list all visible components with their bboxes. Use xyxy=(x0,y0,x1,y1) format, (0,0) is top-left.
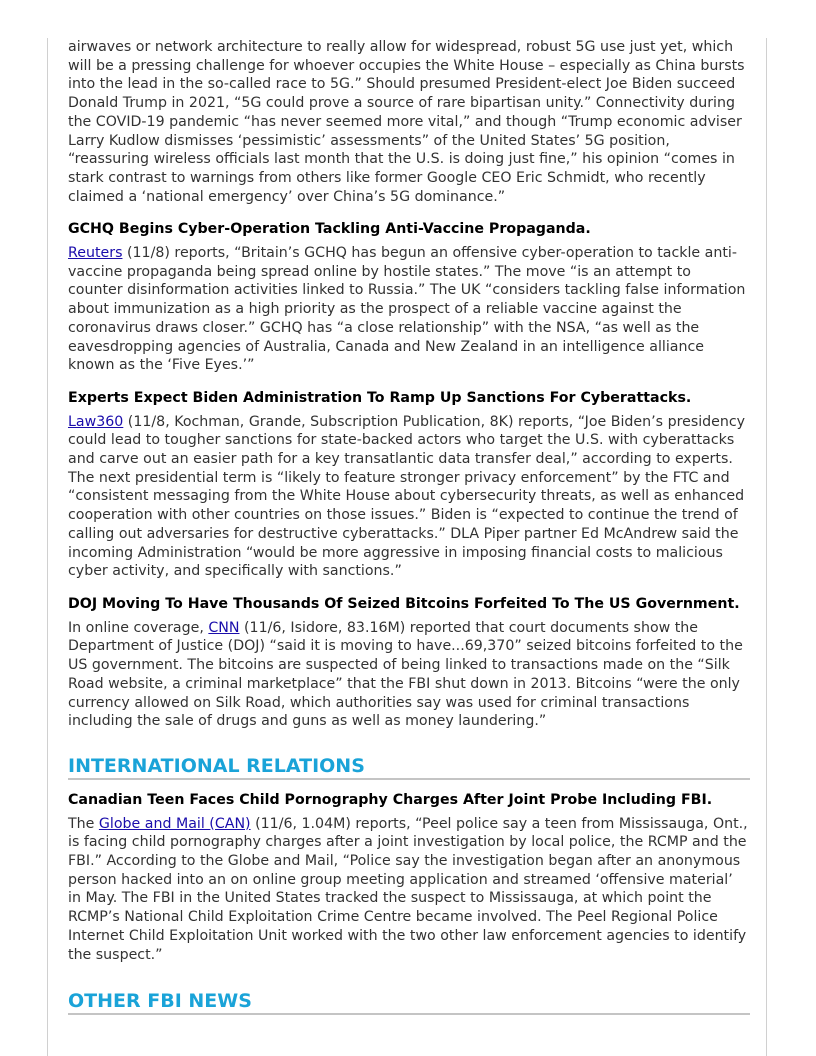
article-gchq xyxy=(68,220,750,375)
section-heading-other-fbi-news: OTHER FBI NEWS xyxy=(68,990,750,1015)
source-link-reuters[interactable]: Reuters xyxy=(68,245,123,262)
source-link-cnn[interactable]: CNN xyxy=(208,619,240,636)
article-body: The Globe and Mail (CAN) (11/6, 1.04M) reports, “Peel police say a teen from Mississauga, Ont., is facing child pornography charges after a joint investigation by local police, the RCMP and the FBI.” According to the Globe and Mail, “Police say the investigation began after an anonymous person hacked into an on online group meeting application and streamed ‘offensive material’ in May. The FBI in the United States tracked the suspect to Mississauga, at which point the RCMP’s National Child Exploitation Crime Centre became involved. The Peel Regional Police Internet Child Exploitation Unit worked with the two other law enforcement agencies to identify the suspect.” xyxy=(68,815,748,963)
article-body: In online coverage, CNN (11/6, Isidore, 83.16M) reported that court documents show the Department of Justice (DOJ) “said it is moving to have...69,370” seized bitcoins forfeited to the US government. The bitcoins are suspected of being linked to transactions made on the “Silk Road website, a criminal marketplace” that the FBI shut down in 2013. Bitcoins “were the only currency allowed on Silk Road, which authorities say was used for criminal transactions including the sale of drugs and guns as well as money laundering.” xyxy=(68,619,743,730)
article-body: Law360 (11/8, Kochman, Grande, Subscription Publication, 8K) reports, “Joe Biden’s presidency could lead to tougher sanctions for state-backed actors who target the U.S. with cyberattacks and carve out an easier path for a key transatlantic data transfer deal,” according to experts. The next presidential term is “likely to feature stronger privacy enforcement” by the FTC and “consistent messaging from the White House about cybersecurity threats, as well as enhanced cooperation with other countries on those issues.” Biden is “expected to continue the trend of calling out adversaries for destructive cyberattacks.” DLA Piper partner Ed McAndrew said the incoming Administration “would be more aggressive in imposing financial costs to malicious cyber activity, and specifically with sanctions.” xyxy=(68,413,746,580)
article-canadian-teen xyxy=(68,791,750,964)
article-title: Experts Expect Biden Administration To Ramp Up Sanctions For Cyberattacks. xyxy=(68,389,692,406)
source-link-globe-and-mail[interactable]: Globe and Mail (CAN) xyxy=(98,815,251,832)
article-body: Reuters (11/8) reports, “Britain’s GCHQ has begun an offensive cyber-operation to tackle anti-vaccine propaganda being spread online by hostile states.” The move “is an attempt to counter disinformation activities linked to Russia.” The UK “considers tackling false information about immunization as a high priority as the prospect of a reliable vaccine against the coronavirus draws closer.” GCHQ has “a close relationship” with the NSA, “as well as the eavesdropping agencies of Australia, Canada and New Zealand in an intelligence alliance known as the ‘Five Eyes.’” xyxy=(68,245,746,374)
source-link-law360[interactable]: Law360 xyxy=(68,413,124,430)
intro-paragraph: airwaves or network architecture to really allow for widespread, robust 5G use just yet, which will be a pressing challenge for whoever occupies the White House – especially as China bursts into the lead in the so-called race to 5G.” Should presumed President-elect Joe Biden succeed Donald Trump in 2021, “5G could prove a source of rare bipartisan unity.” Connectivity during the COVID-19 pandemic “has never seemed more vital,” and though “Trump economic adviser Larry Kudlow dismisses ‘pessimistic’ assessments” of the United States’ 5G position, “reassuring wireless officials last month that the U.S. is doing just fine,” his opinion “comes in stark contrast to warnings from others like former Google CEO Eric Schmidt, who recently claimed a ‘national emergency’ over China’s 5G dominance.” xyxy=(68,39,745,205)
article-biden-sanctions xyxy=(68,389,750,581)
article-title: GCHQ Begins Cyber-Operation Tackling Anti-Vaccine Propaganda. xyxy=(68,221,591,238)
article-title: Canadian Teen Faces Child Pornography Charges After Joint Probe Including FBI. xyxy=(68,791,713,808)
article-title: DOJ Moving To Have Thousands Of Seized Bitcoins Forfeited To The US Government. xyxy=(68,595,740,612)
section-heading-international-relations: INTERNATIONAL RELATIONS xyxy=(68,755,750,780)
newsletter-content xyxy=(68,38,750,1026)
article-doj-bitcoins xyxy=(68,595,750,731)
